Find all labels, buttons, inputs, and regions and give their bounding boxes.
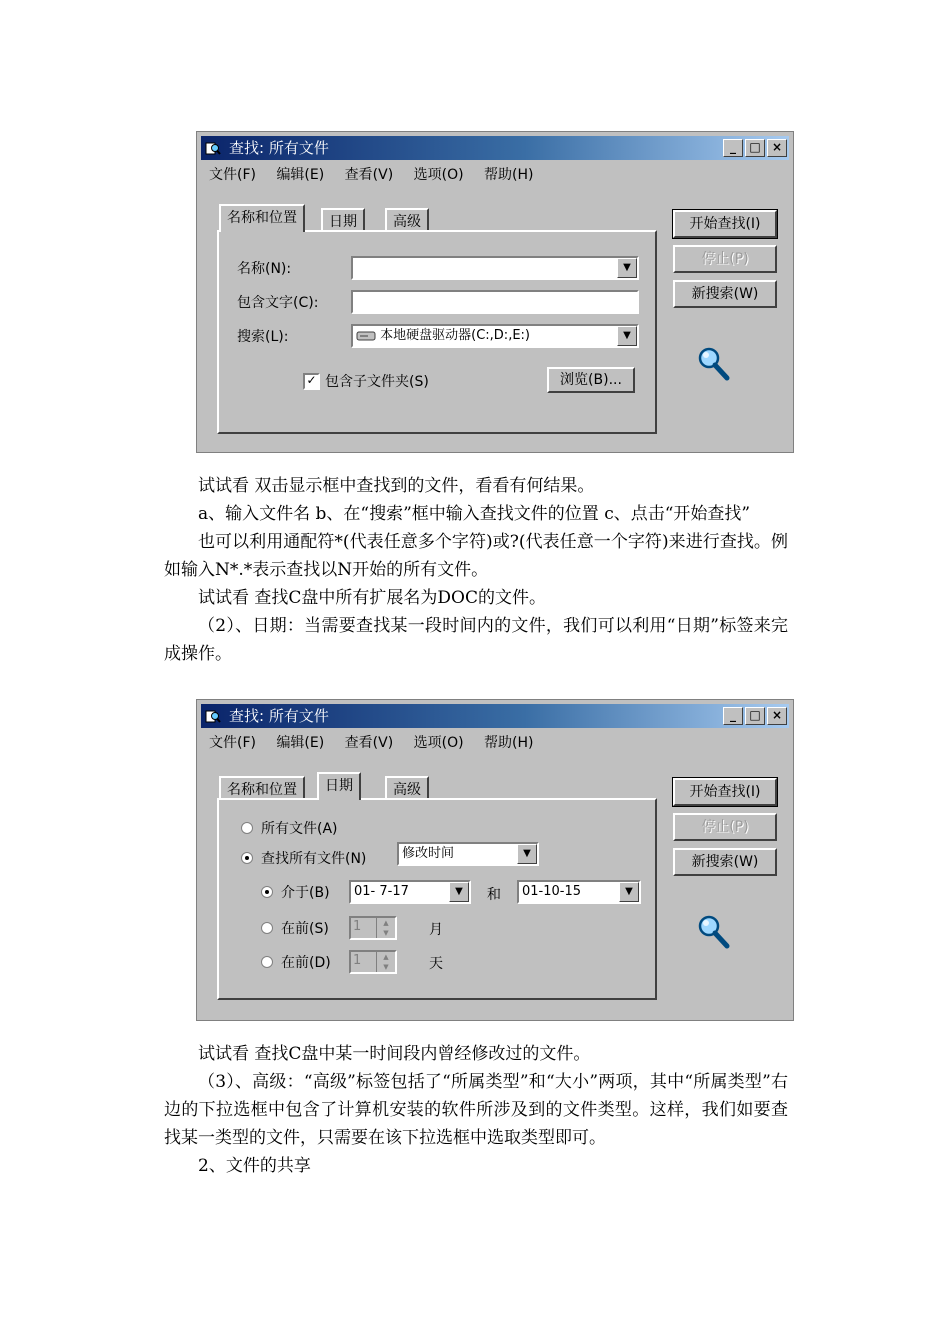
all-files-label: 所有文件(A) (261, 821, 338, 837)
tab-date[interactable]: 日期 (321, 208, 365, 232)
close-button[interactable]: × (767, 139, 787, 157)
find-dialog-name-location (196, 131, 794, 453)
days-spinner[interactable]: 1 ▲ ▼ (349, 950, 397, 974)
search-in-label: 搜索(L): (237, 329, 289, 345)
paragraph: 试试看 查找C盘中所有扩展名为DOC的文件。 (198, 588, 546, 608)
from-date-input[interactable]: 01- 7-17 ▼ (349, 880, 471, 904)
previous-months-radio[interactable] (261, 922, 273, 934)
tab-name-location[interactable]: 名称和位置 (219, 204, 305, 232)
tab-panel (217, 230, 657, 434)
previous-days-label: 在前(D) (281, 955, 331, 971)
paragraph: 试试看 查找C盘中某一时间段内曾经修改过的文件。 (198, 1044, 591, 1064)
spinner-arrows-icon[interactable]: ▲ ▼ (376, 918, 395, 938)
previous-months-label: 在前(S) (281, 921, 329, 937)
days-unit-label: 天 (429, 956, 443, 972)
paragraph: 试试看 双击显示框中查找到的文件，看看有何结果。 (198, 476, 595, 496)
window-title: 查找: 所有文件 (229, 707, 329, 725)
stop-button[interactable]: 停止(P) (673, 245, 777, 273)
menu-file[interactable]: 文件(F) (209, 735, 256, 751)
menu-help[interactable]: 帮助(H) (484, 167, 534, 183)
new-search-button[interactable]: 新搜索(W) (673, 280, 777, 308)
tab-date[interactable]: 日期 (317, 772, 361, 800)
body-text-1 (164, 472, 788, 668)
menu-bar (209, 732, 550, 752)
to-date-input[interactable]: 01-10-15 ▼ (517, 880, 641, 904)
date-type-select[interactable]: 修改时间 ▼ (397, 842, 539, 866)
tab-name-location[interactable]: 名称和位置 (219, 776, 305, 800)
between-radio[interactable] (261, 886, 273, 898)
menu-file[interactable]: 文件(F) (209, 167, 256, 183)
paragraph: 也可以利用通配符*(代表任意多个字符)或?(代表任意一个字符)来进行查找。例如输入N*.*表示查找以N开始的所有文件。 (164, 532, 788, 580)
new-search-button[interactable]: 新搜索(W) (673, 848, 777, 876)
paragraph: （3）、高级：“高级”标签包括了“所属类型”和“大小”两项，其中“所属类型”右边的下拉选框中包含了计算机安装的软件所涉及到的文件类型。这样，我们如要查找某一类型的文件，只需要在该下拉选框中选取类型即可。 (164, 1072, 788, 1148)
menu-bar (209, 164, 550, 184)
title-bar (201, 704, 789, 728)
menu-view[interactable]: 查看(V) (344, 167, 394, 183)
menu-options[interactable]: 选项(O) (413, 167, 464, 183)
tab-advanced[interactable]: 高级 (385, 776, 429, 800)
previous-days-radio[interactable] (261, 956, 273, 968)
window-title: 查找: 所有文件 (229, 139, 329, 157)
search-in-select[interactable] (351, 324, 639, 348)
months-spinner[interactable]: 1 ▲ ▼ (349, 916, 397, 940)
menu-view[interactable]: 查看(V) (344, 735, 394, 751)
minimize-button[interactable]: _ (723, 707, 743, 725)
minimize-button[interactable]: _ (723, 139, 743, 157)
menu-edit[interactable]: 编辑(E) (276, 735, 325, 751)
and-label: 和 (487, 887, 501, 903)
chevron-down-icon[interactable]: ▼ (617, 326, 637, 346)
all-files-radio[interactable] (241, 822, 253, 834)
contains-text-label: 包含文字(C): (237, 295, 319, 311)
maximize-button[interactable]: □ (745, 707, 765, 725)
tab-advanced[interactable]: 高级 (385, 208, 429, 232)
chevron-down-icon[interactable]: ▼ (619, 882, 639, 902)
chevron-down-icon[interactable]: ▼ (617, 258, 637, 278)
name-label: 名称(N): (237, 261, 292, 277)
chevron-down-icon[interactable]: ▼ (449, 882, 469, 902)
chevron-down-icon[interactable]: ▼ (517, 844, 537, 864)
start-search-button[interactable]: 开始查找(I) (673, 210, 777, 238)
find-app-icon (205, 708, 221, 724)
spinner-arrows-icon[interactable]: ▲ ▼ (376, 952, 395, 972)
contains-text-input[interactable] (351, 290, 639, 314)
paragraph: 2、文件的共享 (198, 1156, 311, 1176)
magnifier-icon (697, 914, 731, 950)
browse-button[interactable]: 浏览(B)... (547, 367, 635, 393)
paragraph: （2）、日期：当需要查找某一段时间内的文件，我们可以利用“日期”标签来完成操作。 (164, 616, 788, 664)
include-subfolders-checkbox[interactable]: ✓ (303, 373, 320, 390)
close-button[interactable]: × (767, 707, 787, 725)
title-bar (201, 136, 789, 160)
menu-options[interactable]: 选项(O) (413, 735, 464, 751)
find-all-files-label: 查找所有文件(N) (261, 851, 367, 867)
between-label: 介于(B) (281, 885, 330, 901)
menu-edit[interactable]: 编辑(E) (276, 167, 325, 183)
months-unit-label: 月 (429, 922, 443, 938)
start-search-button[interactable]: 开始查找(I) (673, 778, 777, 806)
find-all-files-radio[interactable] (241, 852, 253, 864)
tab-panel (217, 798, 657, 1000)
menu-help[interactable]: 帮助(H) (484, 735, 534, 751)
body-text-2 (164, 1040, 788, 1180)
name-input[interactable] (351, 256, 639, 280)
maximize-button[interactable]: □ (745, 139, 765, 157)
include-subfolders-label: 包含子文件夹(S) (325, 374, 429, 390)
search-in-value: 本地硬盘驱动器(C:,D:,E:) (380, 328, 530, 343)
magnifier-icon (697, 346, 731, 382)
find-dialog-date (196, 699, 794, 1021)
find-app-icon (205, 140, 221, 156)
paragraph: a、输入文件名 b、在“搜索”框中输入查找文件的位置 c、点击“开始查找” (198, 504, 751, 524)
hard-drive-icon (356, 331, 376, 341)
stop-button[interactable]: 停止(P) (673, 813, 777, 841)
